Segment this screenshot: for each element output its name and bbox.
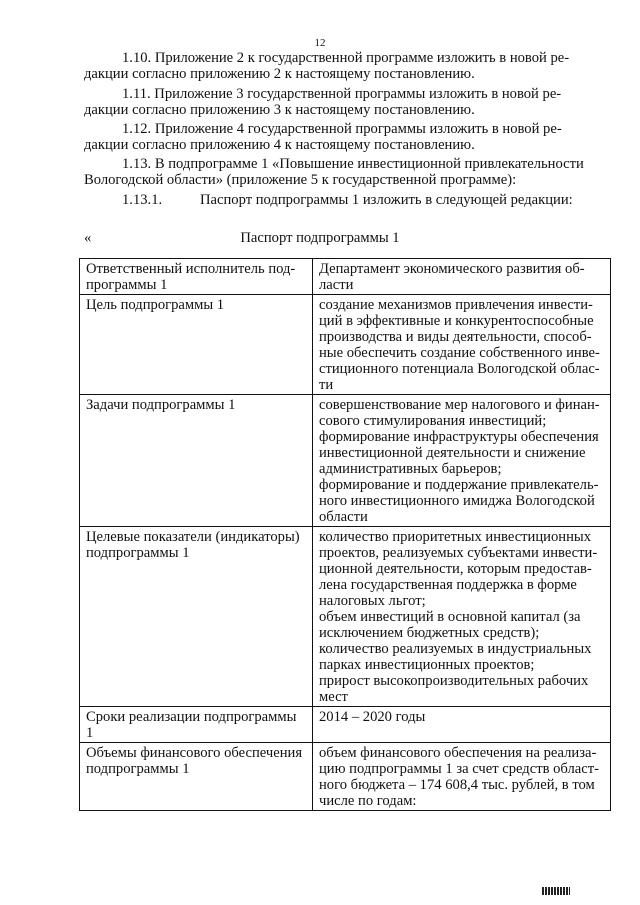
paragraph-1-10 — [84, 50, 610, 82]
row-label-cell — [80, 707, 313, 743]
barcode-mark — [542, 887, 570, 895]
cell-line: инвестиционной деятельности и снижение — [319, 445, 586, 461]
cell-line: ласти — [319, 277, 354, 293]
table-row — [80, 295, 611, 395]
row-value-cell — [313, 259, 611, 295]
paragraph-line: дакции согласно приложению 2 к настоящему постановлению. — [84, 66, 475, 82]
cell-line: программы 1 — [86, 277, 168, 293]
passport-title: Паспорт подпрограммы 1 — [240, 230, 400, 246]
cell-line: числе по годам: — [319, 793, 417, 809]
paragraph-line: 1.13. В подпрограмме 1 «Повышение инвестиционной привлекательности — [122, 156, 584, 172]
row-value-cell — [313, 743, 611, 811]
cell-line: ные обеспечить создание собственного инве- — [319, 345, 600, 361]
passport-table-body — [80, 259, 611, 811]
table-row — [80, 259, 611, 295]
cell-line: Задачи подпрограммы 1 — [86, 397, 236, 413]
cell-line: количество реализуемых в индустриальных — [319, 641, 592, 657]
cell-line: мест — [319, 689, 348, 705]
cell-line: налоговых льгот; — [319, 593, 426, 609]
cell-line: Сроки реализации подпрограммы — [86, 709, 297, 725]
cell-line: стиционного потенциала Вологодской облас- — [319, 361, 600, 377]
row-label-cell — [80, 259, 313, 295]
cell-line: Ответственный исполнитель под- — [86, 261, 296, 277]
opening-quote: « — [84, 230, 92, 246]
paragraph-line: 1.12. Приложение 4 государственной программы изложить в новой ре- — [122, 121, 562, 137]
cell-line: объем финансового обеспечения на реализа- — [319, 745, 597, 761]
cell-line: подпрограммы 1 — [86, 761, 190, 777]
cell-line: сового стимулирования инвестиций; — [319, 413, 547, 429]
cell-line: ти — [319, 377, 334, 393]
cell-line: 1 — [86, 725, 94, 741]
cell-line: прирост высокопроизводительных рабочих — [319, 673, 589, 689]
cell-line: исключением бюджетных средств); — [319, 625, 540, 641]
sub-item-text: Паспорт подпрограммы 1 изложить в следующей редакции: — [200, 192, 573, 208]
paragraph-line: дакции согласно приложению 4 к настоящему постановлению. — [84, 137, 475, 153]
cell-line: лена государственная поддержка в форме — [319, 577, 577, 593]
sub-item-number: 1.13.1. — [122, 192, 163, 208]
cell-line: парках инвестиционных проектов; — [319, 657, 535, 673]
cell-line: ционной деятельности, которым предостав- — [319, 561, 592, 577]
paragraph-1-13-1 — [122, 192, 612, 208]
cell-line: Объемы финансового обеспечения — [86, 745, 303, 761]
paragraph-line: Вологодской области» (приложение 5 к государственной программе): — [84, 172, 517, 188]
row-value-cell — [313, 395, 611, 527]
cell-line: формирование и поддержание привлекатель- — [319, 477, 599, 493]
row-label-cell — [80, 295, 313, 395]
cell-line: создание механизмов привлечения инвести- — [319, 297, 593, 313]
row-value-cell — [313, 707, 611, 743]
table-row — [80, 707, 611, 743]
cell-line: производства и виды деятельности, способ- — [319, 329, 592, 345]
cell-line: 2014 – 2020 годы — [319, 709, 426, 725]
cell-line: совершенствование мер налогового и финан- — [319, 397, 600, 413]
cell-line: подпрограммы 1 — [86, 545, 190, 561]
cell-line: количество приоритетных инвестиционных — [319, 529, 592, 545]
cell-line: Целевые показатели (индикаторы) — [86, 529, 300, 545]
cell-line: области — [319, 509, 368, 525]
cell-line: объем инвестиций в основной капитал (за — [319, 609, 581, 625]
paragraph-1-11 — [84, 86, 610, 118]
paragraph-line: 1.11. Приложение 3 государственной программы изложить в новой ре- — [122, 86, 562, 102]
table-row — [80, 743, 611, 811]
row-label-cell — [80, 395, 313, 527]
row-value-cell — [313, 295, 611, 395]
row-label-cell — [80, 527, 313, 707]
paragraph-line: 1.10. Приложение 2 к государственной программе изложить в новой ре- — [122, 50, 570, 66]
table-row — [80, 395, 611, 527]
cell-line: ций в эффективные и конкурентоспособные — [319, 313, 594, 329]
table-row — [80, 527, 611, 707]
row-label-cell — [80, 743, 313, 811]
cell-line: формирование инфраструктуры обеспечения — [319, 429, 599, 445]
page-number: 12 — [314, 37, 326, 49]
cell-line: ного инвестиционного имиджа Вологодской — [319, 493, 595, 509]
cell-line: Департамент экономического развития об- — [319, 261, 585, 277]
paragraph-line: дакции согласно приложению 3 к настоящему постановлению. — [84, 102, 475, 118]
paragraph-1-12 — [84, 121, 610, 153]
cell-line: ного бюджета – 174 608,4 тыс. рублей, в том — [319, 777, 595, 793]
cell-line: Цель подпрограммы 1 — [86, 297, 225, 313]
passport-table — [79, 258, 611, 811]
paragraph-1-13 — [84, 156, 610, 188]
cell-line: административных барьеров; — [319, 461, 502, 477]
cell-line: цию подпрограммы 1 за счет средств област- — [319, 761, 599, 777]
cell-line: проектов, реализуемых субъектами инвести- — [319, 545, 598, 561]
row-value-cell — [313, 527, 611, 707]
